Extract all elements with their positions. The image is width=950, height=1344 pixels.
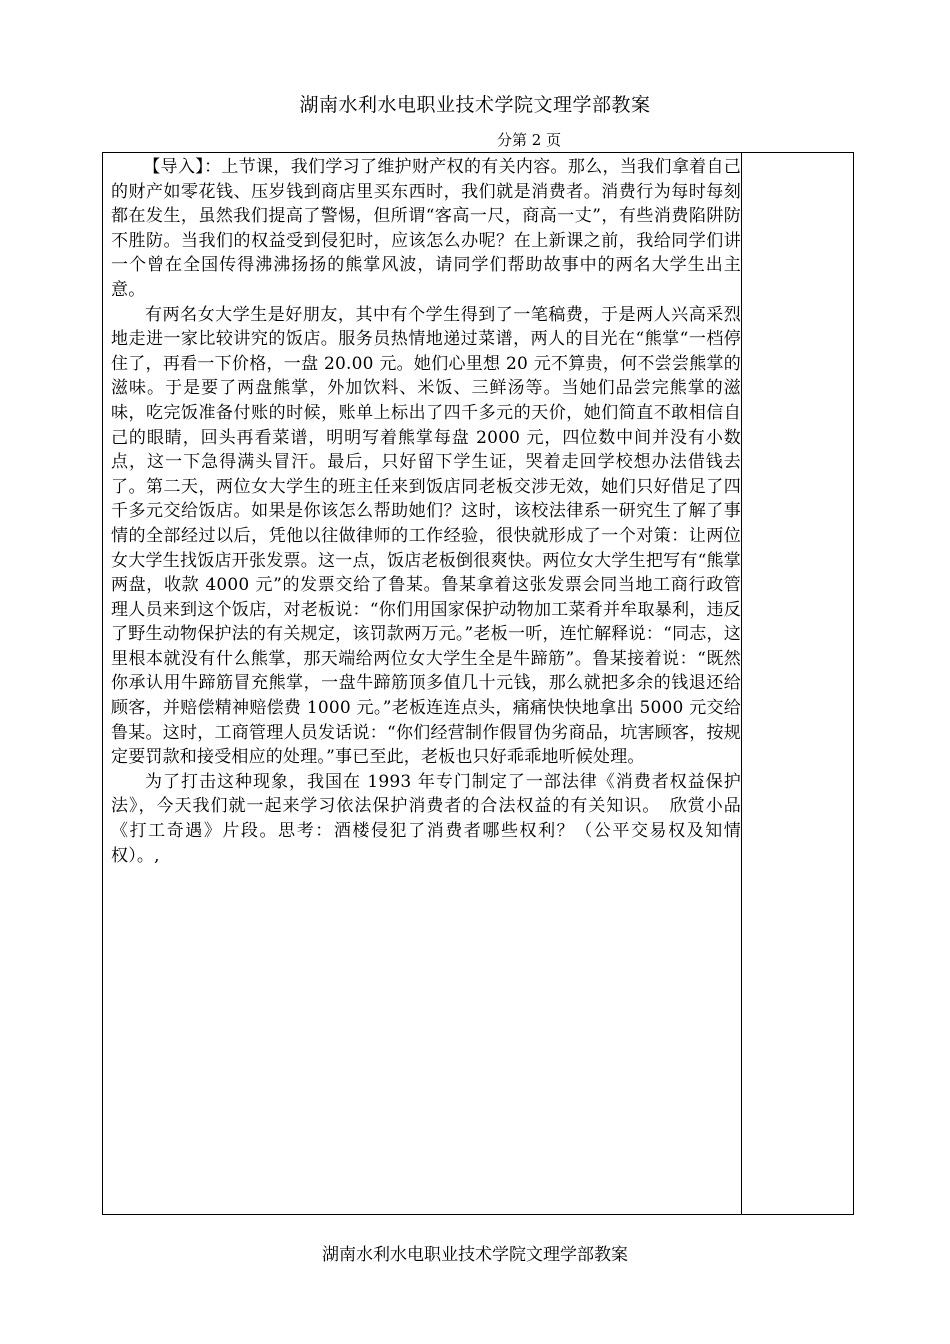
page-footer-title: 湖南水利水电职业技术学院文理学部教案 <box>322 1245 628 1265</box>
intro-paragraph: 【导入】：上节课，我们学习了维护财产权的有关内容。那么，当我们拿着自己的财产如零花钱、压岁钱到商店里买东西时，我们就是消费者。消费行为每时每刻都在发生，虽然我们提高了警惕，但所谓“客高一尺，商高一丈”，有些消费陷阱防不胜防。当我们的权益受到侵犯时，应该怎么办呢？在上新课之前，我给同学们讲一个曾在全国传得沸沸扬扬的熊掌风波，请同学们帮助故事中的两名大学生出主意。 <box>111 157 741 300</box>
lesson-content-cell <box>103 153 741 868</box>
page-number: 分第 2 页 <box>497 131 562 149</box>
notes-column-divider <box>741 153 742 1214</box>
lesson-table <box>102 152 854 1215</box>
story-paragraph: 有两名女大学生是好朋友，其中有个学生得到了一笔稿费，于是两人兴高采烈地走进一家比较讲究的饭店。服务员热情地递过菜谱，两人的目光在“熊掌“一档停住了，再看一下价格，一盘 20.00 元。她们心里想 20 元不算贵，何不尝尝熊掌的滋味。于是要了两盘熊掌，外加饮料、米饭、三鲜汤等。当她们品尝完熊掌的滋味，吃完饭准备付账的时候，账单上标出了四千多元的天价，她们简直不敢相信自己的眼睛，回头再看菜谱，明明写着熊掌每盘 2000 元，四位数中间并没有小数点，这一下急得满头冒汗。最后，只好留下学生证，哭着走回学校想办法借钱去了。第二天，两位女大学生的班主任来到饭店同老板交涉无效，她们只好借足了四千多元交给饭店。如果是你该怎么帮助她们？这时，该校法律系一研究生了解了事情的全部经过以后，凭他以往做律师的工作经验，很快就形成了一个对策：让两位女大学生找饭店开张发票。这一点，饭店老板倒很爽快。两位女大学生把写有“熊掌两盘，收款 4000 元”的发票交给了鲁某。鲁某拿着这张发票会同当地工商行政管理人员来到这个饭店，对老板说：“你们用国家保护动物加工菜肴并牟取暴利，违反了野生动物保护法的有关规定，该罚款两万元。”老板一听，连忙解释说：“同志，这里根本就没有什么熊掌，那天端给两位女大学生全是牛蹄筋”。鲁某接着说：“既然你承认用牛蹄筋冒充熊掌，一盘牛蹄筋顶多值几十元钱，那么就把多余的钱退还给顾客，并赔偿精神赔偿费 1000 元。”老板连连点头，痛痛快快地拿出 5000 元交给鲁某。这时，工商管理人员发话说：“你们经营制作假冒伪劣商品，坑害顾客，按规定要罚款和接受相应的处理。”事已至此，老板也只好乖乖地听候处理。 <box>111 304 741 768</box>
conclusion-paragraph: 为了打击这种现象，我国在 1993 年专门制定了一部法律《消费者权益保护法》，今天我们就一起来学习依法保护消费者的合法权益的有关知识。 欣赏小品《打工奇遇》片段。思考：酒楼侵犯了消费者哪些权利？（公平交易权及知情权）。, <box>111 771 741 866</box>
page-header-title: 湖南水利水电职业技术学院文理学部教案 <box>299 94 651 116</box>
